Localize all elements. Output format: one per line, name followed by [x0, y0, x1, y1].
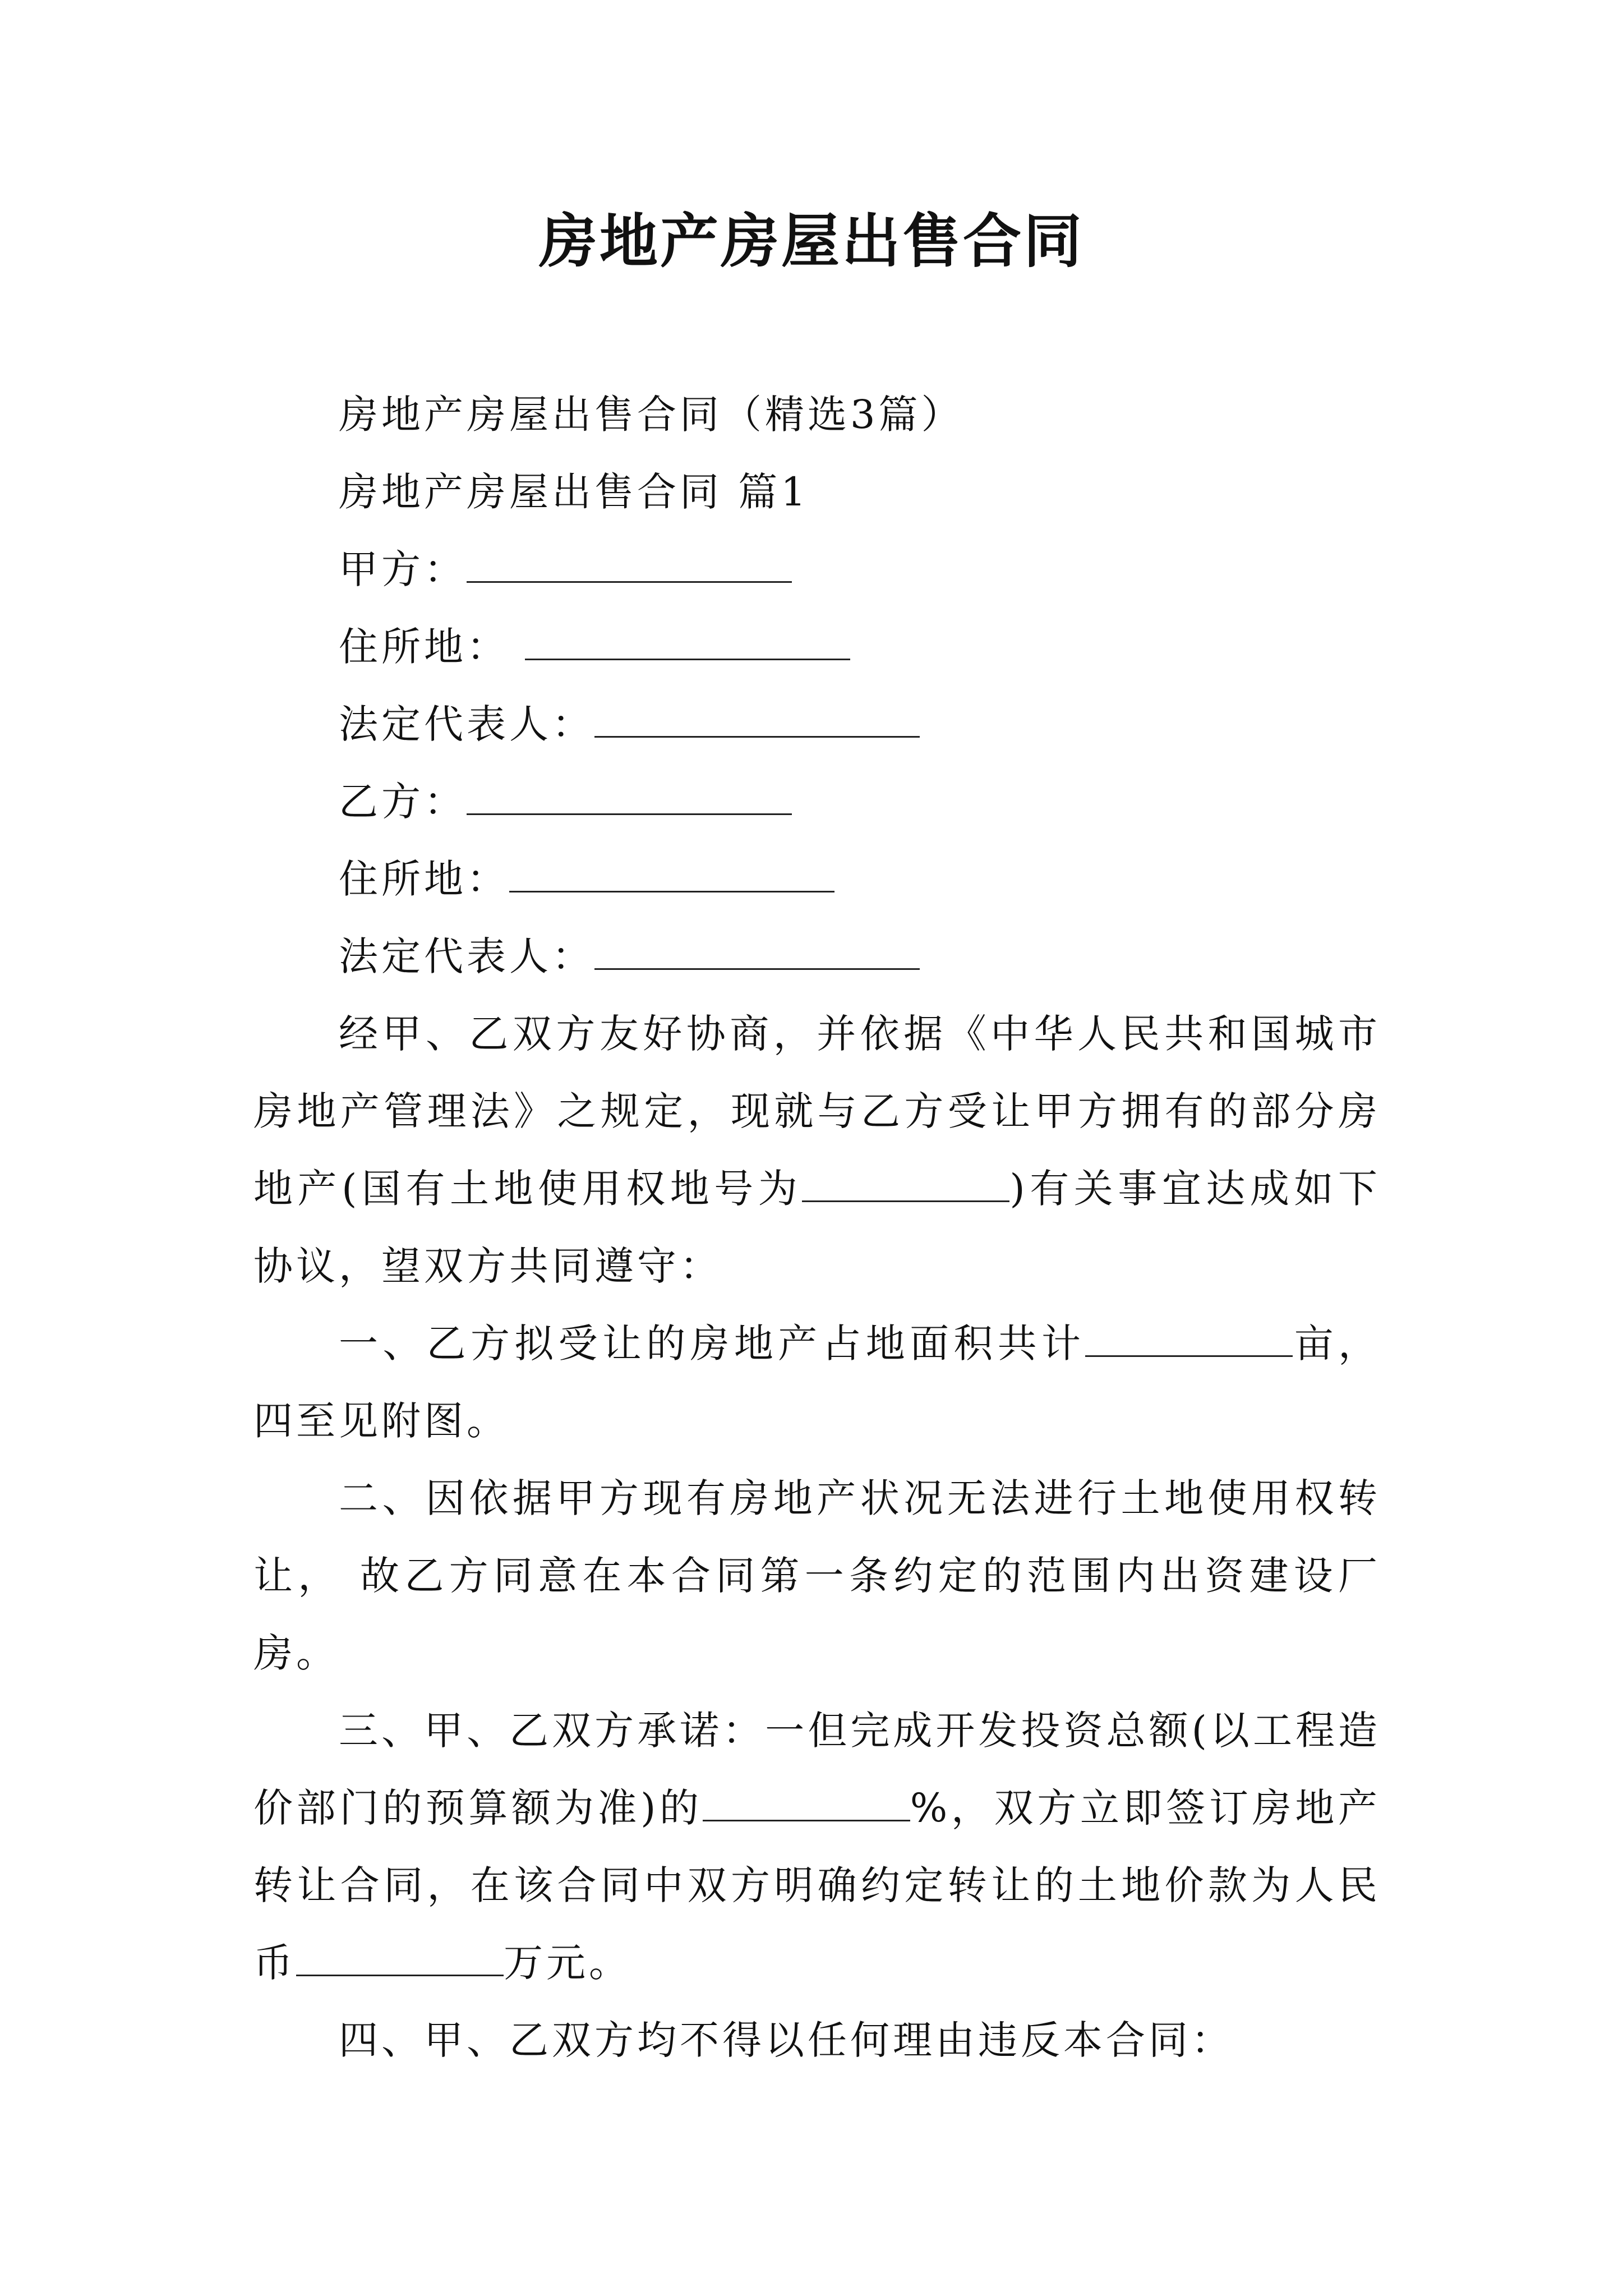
party-b-blank	[467, 766, 792, 815]
land-number-blank	[802, 1153, 1009, 1202]
party-a-label: 甲方：	[339, 546, 467, 592]
party-b-line	[253, 763, 1381, 840]
party-a-address-blank	[525, 611, 850, 660]
clause-3-text-3: 万元。	[504, 1940, 631, 1986]
clause-3	[253, 1692, 1381, 2001]
intro-text-1: 经甲、乙双方友好协商，并依据《中华人民共和国城市房地产管理法》之规定，现就与乙方受让甲方拥有的部分房地产(国有土地使用权地号为	[253, 1011, 1381, 1212]
party-a-blank	[467, 534, 792, 583]
price-blank	[296, 1927, 504, 1976]
party-a-rep-blank	[594, 689, 920, 738]
party-b-rep-label: 法定代表人：	[339, 933, 594, 979]
clause-1-text-2: 亩，四至见附图。	[253, 1320, 1381, 1444]
clause-3-text-1: 三、甲、乙双方承诺：一但完成开发投资总额(以工程造价部门的预算额为准)的	[253, 1708, 1381, 1831]
party-b-rep-blank	[594, 921, 920, 970]
party-a-address-line	[253, 608, 1381, 685]
clause-4: 四、甲、乙双方均不得以任何理由违反本合同：	[339, 2017, 1234, 2063]
party-a-line	[253, 531, 1381, 608]
subtitle: 房地产房屋出售合同（精选3篇）	[339, 392, 964, 438]
section-heading: 房地产房屋出售合同 篇1	[339, 469, 809, 515]
document-body	[253, 376, 1381, 2079]
clause-1-text-1: 一、乙方拟受让的房地产占地面积共计	[339, 1320, 1086, 1366]
document-title: 房地产房屋出售合同	[538, 206, 1084, 275]
party-b-address-blank	[509, 844, 834, 892]
party-a-address-label: 住所地：	[339, 624, 509, 670]
party-b-rep-line	[253, 918, 1381, 995]
intro-text-2: )有关事宜达成如下协议，望双方共同遵守：	[253, 1166, 1381, 1289]
clause-2: 二、因依据甲方现有房地产状况无法进行土地使用权转让， 故乙方同意在本合同第一条约定的范围内出资建设厂房。	[253, 1475, 1381, 1676]
party-a-rep-line	[253, 685, 1381, 763]
clause-1	[253, 1305, 1381, 1460]
clause-3-text-2: %，双方立即签订房地产转让合同，在该合同中双方明确约定转让的土地价款为人民币	[253, 1785, 1381, 1986]
party-b-address-label: 住所地：	[339, 856, 509, 902]
party-b-address-line	[253, 840, 1381, 918]
party-b-label: 乙方：	[339, 779, 467, 825]
intro-paragraph	[253, 995, 1381, 1305]
area-blank	[1085, 1308, 1293, 1357]
percent-blank	[703, 1773, 910, 1821]
party-a-rep-label: 法定代表人：	[339, 701, 594, 747]
